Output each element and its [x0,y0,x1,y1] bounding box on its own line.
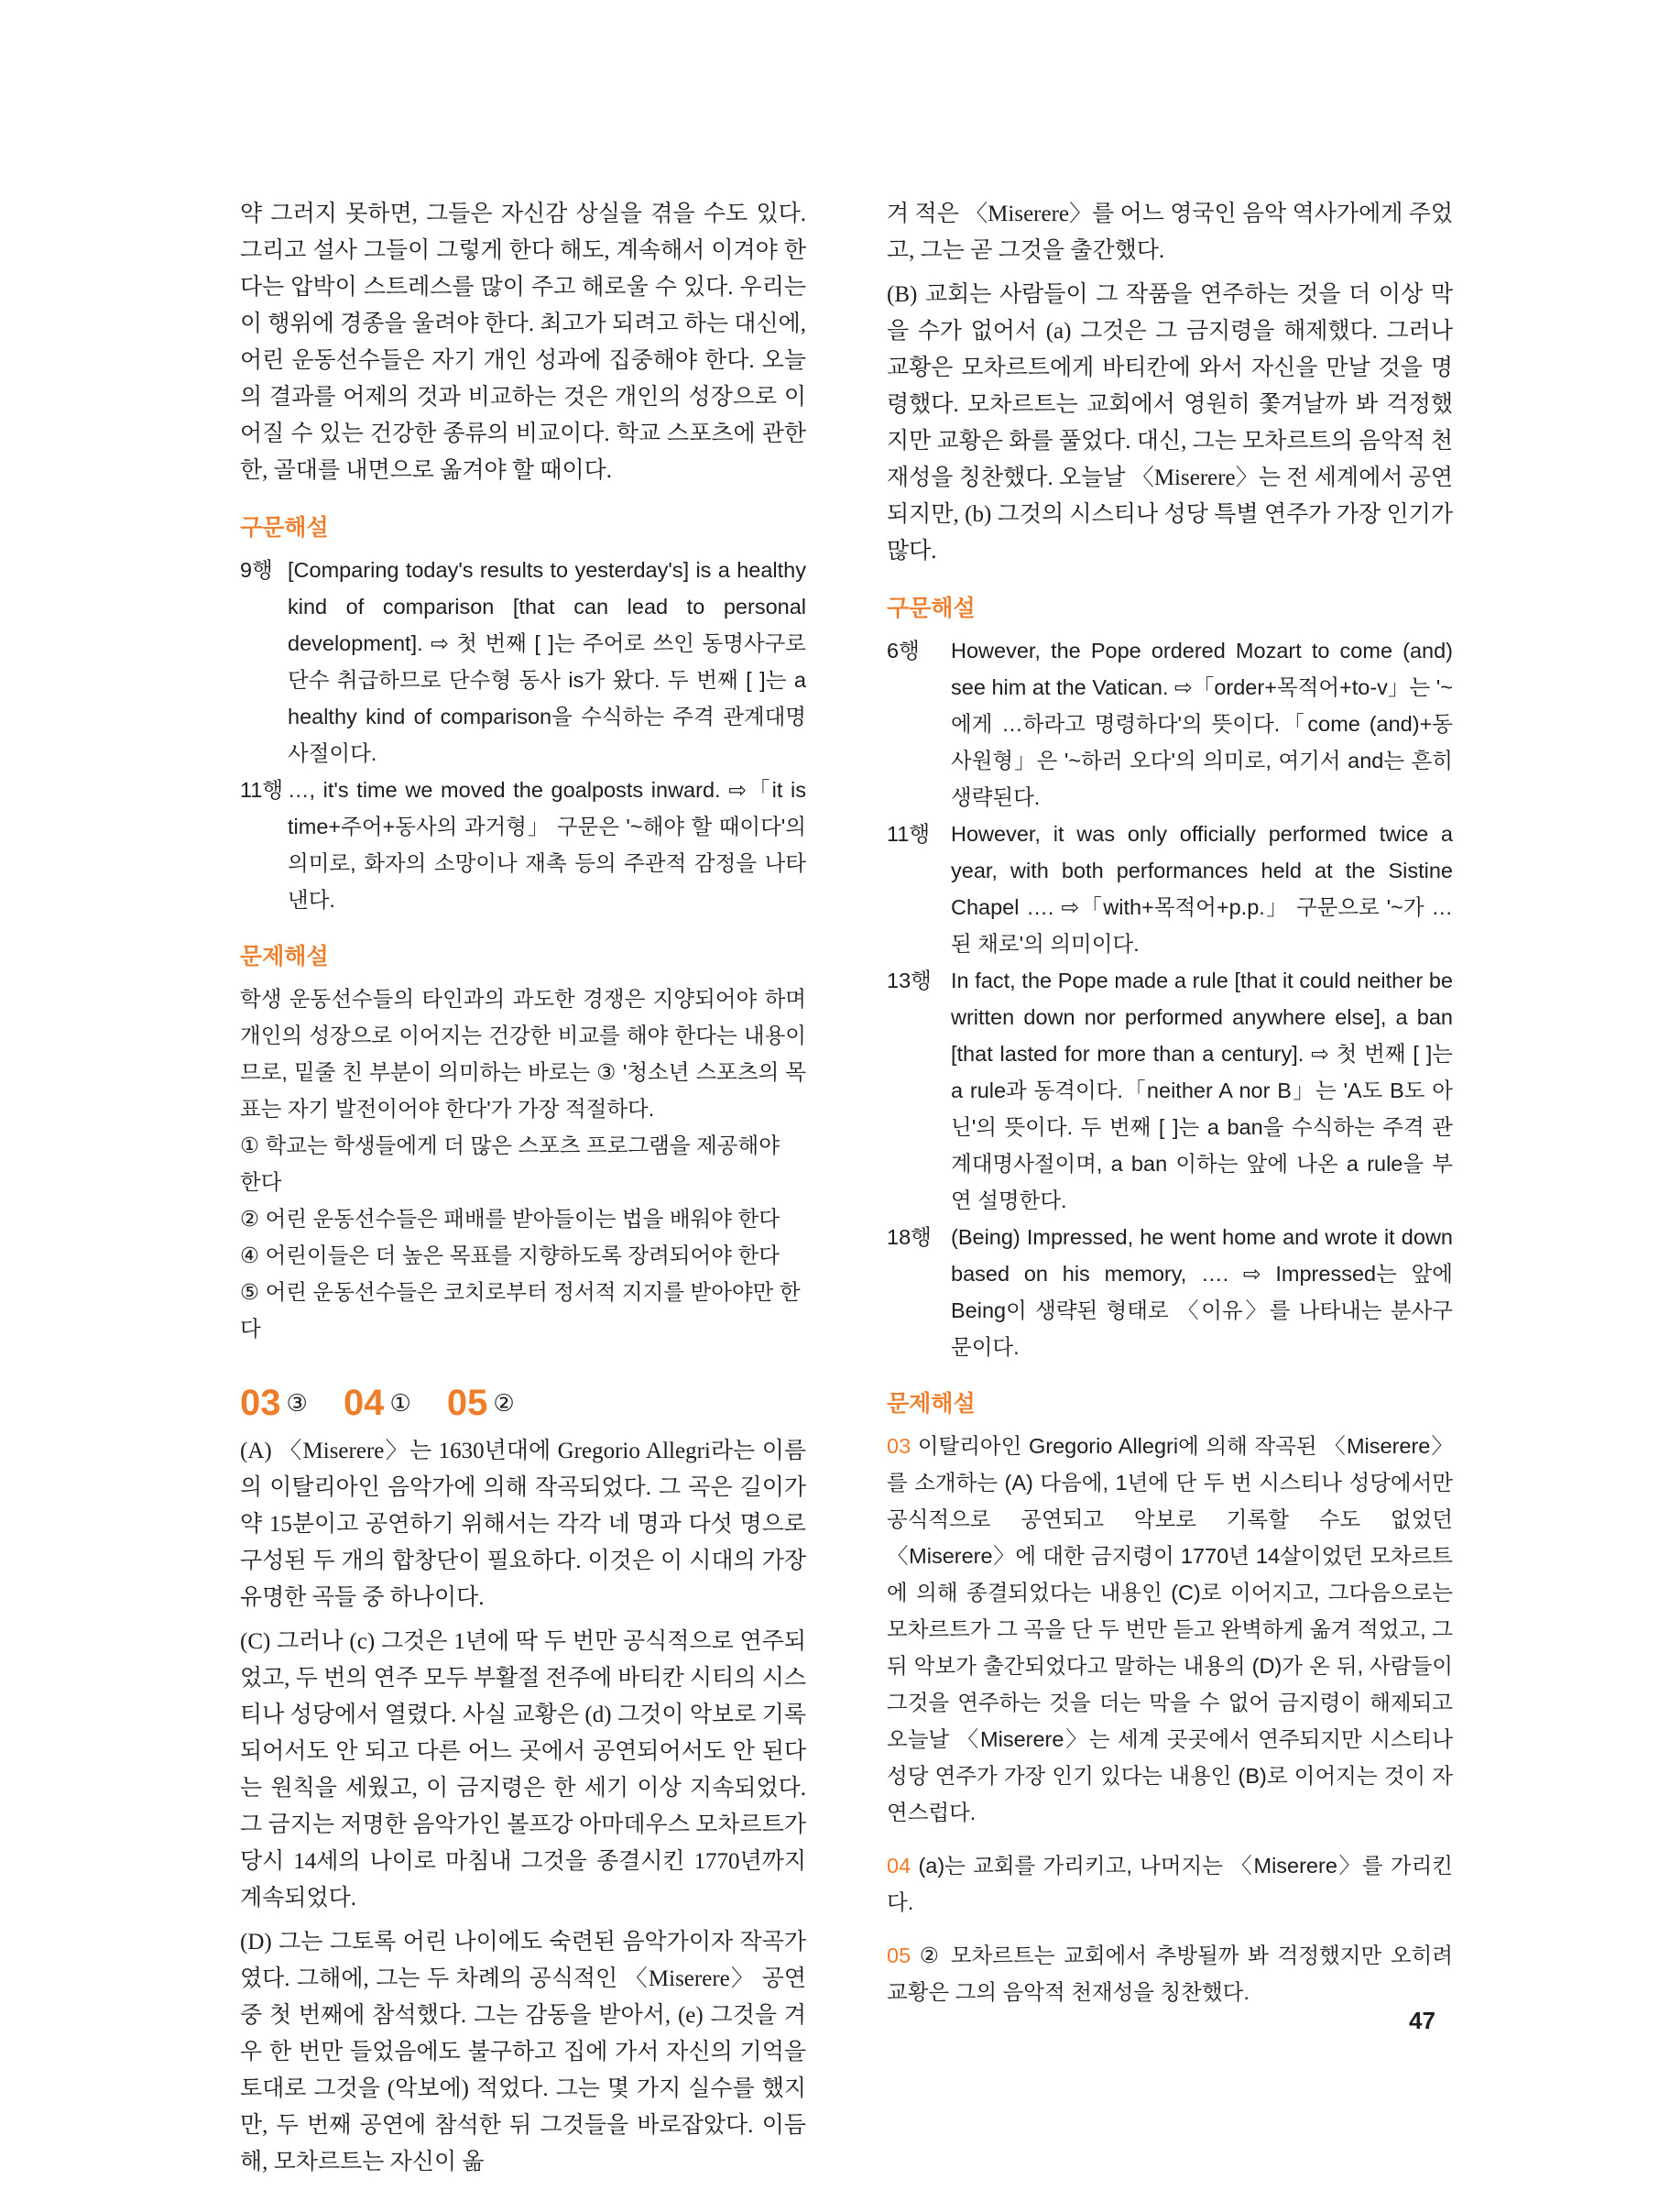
grammar-item [240,772,806,918]
option-item: ① 학교는 학생들에게 더 많은 스포츠 프로그램을 제공해야 한다 [240,1133,780,1194]
line-number: 11행 [887,822,931,846]
question-number: 03 [887,1434,911,1458]
grammar-item [240,552,806,772]
answer-number: 03 [240,1383,281,1423]
intro-paragraph: 약 그러지 못하면, 그들은 자신감 상실을 겪을 수도 있다. 그리고 설사 그들이 그렇게 한다 해도, 계속해서 이겨야 한다는 압박이 스트레스를 많이 주고 해로울 수 있다. 우리는 이 행위에 경종을 울려야 한다. 최고가 되려고 하는 대신에, 어린 운동선수들은 자기 개인 성과에 집중해야 한다. 오늘의 결과를 어제의 것과 비교하는 것은 개인의 성장으로 이어질 수 있는 건강한 종류의 비교이다. 학교 스포츠에 관한 한, 골대를 내면으로 옮겨야 할 때이다. [240,202,806,483]
option-item: ② 어린 운동선수들은 패배를 받아들이는 법을 배워야 한다 [240,1207,780,1231]
grammar-text: However, the Pope ordered Mozart to come (and) see him at the Vatican. ⇨「order+목적어+to-v」는 '~에게 …하라고 명령하다'의 뜻이다.「come (and)+동사원형」은 '~하러 오다'의 의미로, 여기서 and는 흔히 생략된다. [951,639,1453,809]
line-number: 9행 [240,558,273,582]
answer-key [240,1380,806,1426]
grammar-item [887,816,1453,962]
answer-choice: ① [389,1389,411,1417]
grammar-heading-right: 구문해설 [887,596,976,621]
left-column [240,196,806,2188]
line-number: 11행 [240,778,284,802]
problem-heading-left: 문제해설 [240,944,329,969]
question-number: 05 [887,1944,911,1967]
grammar-text: [Comparing today's results to yesterday's] is a healthy kind of comparison [that can lead to personal development]. ⇨ 첫 번째 [ ]는 주어로 쓰인 동명사구로 단수 취급하므로 단수형 동사 is가 왔다. 두 번째 [ ]는 a healthy kind of comparison을 수식하는 주격 관계대명사절이다. [288,558,806,765]
passage-paragraph: 겨 적은 〈Miserere〉를 어느 영국인 음악 역사가에게 주었고, 그는 곧 그것을 출간했다. [887,202,1453,263]
problem-heading-right: 문제해설 [887,1391,976,1417]
line-number: 6행 [887,639,920,663]
grammar-text: In fact, the Pope made a rule [that it could neither be written down nor performed anywhere else], a ban [that lasted for more than a century]. ⇨ 첫 번째 [ ]는 a rule과 동격이다.「neither A nor B」는 'A도 B도 아닌'의 뜻이다. 두 번째 [ ]는 a ban을 수식하는 주격 관계대명사절이며, a ban 이하는 앞에 나온 a rule을 부연 설명한다. [951,969,1453,1212]
answer-number: 04 [343,1383,385,1423]
grammar-text: …, it's time we moved the goalposts inward. ⇨「it is time+주어+동사의 과거형」 구문은 '~해야 할 때이다'의 의미로, 화자의 소망이나 재촉 등의 주관적 감정을 나타낸다. [288,778,806,912]
answer-choice: ② [493,1389,515,1417]
grammar-item [887,962,1453,1219]
grammar-text: (Being) Impressed, he went home and wrote it down based on his memory, …. ⇨ Impressed는 앞에 Being이 생략된 형태로 〈이유〉를 나타내는 분사구문이다. [951,1225,1453,1359]
question-number: 04 [887,1854,911,1878]
answer-choice: ③ [286,1389,308,1417]
problem-text: 학생 운동선수들의 타인과의 과도한 경쟁은 지양되어야 하며 개인의 성장으로 이어지는 건강한 비교를 해야 한다는 내용이므로, 밑줄 친 부분이 의미하는 바로는 ③ '청소년 스포츠의 목표는 자기 발전이어야 한다'가 가장 적절하다. [240,987,806,1121]
passage-paragraph: (D) 그는 그토록 어린 나이에도 숙련된 음악가이자 작곡가였다. 그해에, 그는 두 차례의 공식적인 〈Miserere〉 공연 중 첫 번째에 참석했다. 그는 감동을 받아서, (e) 그것을 겨우 한 번만 들었음에도 불구하고 집에 가서 자신의 기억을 토대로 그것을 (악보에) 적었다. 그는 몇 가지 실수를 했지만, 두 번째 공연에 참석한 뒤 그것들을 바로잡았다. 이듬해, 모차르트는 자신이 옮 [240,1930,806,2174]
problem-explanation [887,1428,1453,1831]
option-item: ④ 어린이들은 더 높은 목표를 지향하도록 장려되어야 한다 [240,1243,780,1267]
problem-explanation-text: ② 모차르트는 교회에서 추방될까 봐 걱정했지만 오히려 교황은 그의 음악적 천재성을 칭찬했다. [887,1944,1454,2004]
option-item: ⑤ 어린 운동선수들은 코치로부터 정서적 지지를 받아야만 한다 [240,1280,801,1341]
passage-paragraph: (C) 그러나 (c) 그것은 1년에 딱 두 번만 공식적으로 연주되었고, 두 번의 연주 모두 부활절 전주에 바티칸 시티의 시스티나 성당에서 열렸다. 사실 교황은 (d) 그것이 악보로 기록되어서도 안 되고 다른 어느 곳에서 공연되어서도 안 된다는 원칙을 세웠고, 이 금지령은 한 세기 이상 지속되었다. 그 금지는 저명한 음악가인 볼프강 아마데우스 모차르트가 당시 14세의 나이로 마침내 그것을 종결시킨 1770년까지 계속되었다. [240,1629,806,1911]
problem-explanation-text: 이탈리아인 Gregorio Allegri에 의해 작곡된 〈Miserere〉를 소개하는 (A) 다음에, 1년에 단 두 번 시스티나 성당에서만 공식적으로 공연되고 악보로 기록할 수도 없었던 〈Miserere〉에 대한 금지령이 1770년 14살이었던 모차르트에 의해 종결되었다는 내용인 (C)로 이어지고, 그다음으로는 모차르트가 그 곡을 단 두 번만 듣고 완벽하게 옮겨 적었고, 그 뒤 악보가 출간되었다고 말하는 내용의 (D)가 온 뒤, 사람들이 그것을 연주하는 것을 더는 막을 수 없어 금지령이 해제되고 오늘날 〈Miserere〉는 세계 곳곳에서 연주되지만 시스티나 성당 연주가 가장 인기 있다는 내용인 (B)로 이어지는 것이 자연스럽다. [887,1434,1453,1824]
right-column [887,196,1453,2010]
page-number: 47 [1409,2007,1435,2034]
grammar-item [887,1219,1453,1365]
problem-explanation [887,1847,1453,1921]
problem-explanation [887,1937,1453,2010]
grammar-item [887,632,1453,816]
answer-number: 05 [446,1383,488,1423]
passage-paragraph: (B) 교회는 사람들이 그 작품을 연주하는 것을 더 이상 막을 수가 없어서 (a) 그것은 그 금지령을 해제했다. 그러나 교황은 모차르트에게 바티칸에 와서 자신을 만날 것을 명령했다. 모차르트는 교회에서 영원히 쫓겨날까 봐 걱정했지만 교황은 화를 풀었다. 대신, 그는 모차르트의 음악적 천재성을 칭찬했다. 오늘날 〈Miserere〉는 전 세계에서 공연되지만, (b) 그것의 시스티나 성당 특별 연주가 가장 인기가 많다. [887,282,1453,564]
line-number: 18행 [887,1225,932,1249]
passage-paragraph: (A) 〈Miserere〉는 1630년대에 Gregorio Allegri라는 이름의 이탈리아인 음악가에 의해 작곡되었다. 그 곡은 길이가 약 15분이고 공연하기 위해서는 각각 네 명과 다섯 명으로 구성된 두 개의 합창단이 필요하다. 이것은 이 시대의 가장 유명한 곡들 중 하나이다. [240,1439,806,1610]
problem-explanation-text: (a)는 교회를 가리키고, 나머지는 〈Miserere〉를 가리킨다. [887,1854,1453,1914]
line-number: 13행 [887,969,932,992]
grammar-text: However, it was only officially performed twice a year, with both performances held at the Sistine Chapel …. ⇨「with+목적어+p.p.」 구문으로 '~가 …된 채로'의 의미이다. [951,822,1453,956]
grammar-heading-left: 구문해설 [240,515,329,541]
